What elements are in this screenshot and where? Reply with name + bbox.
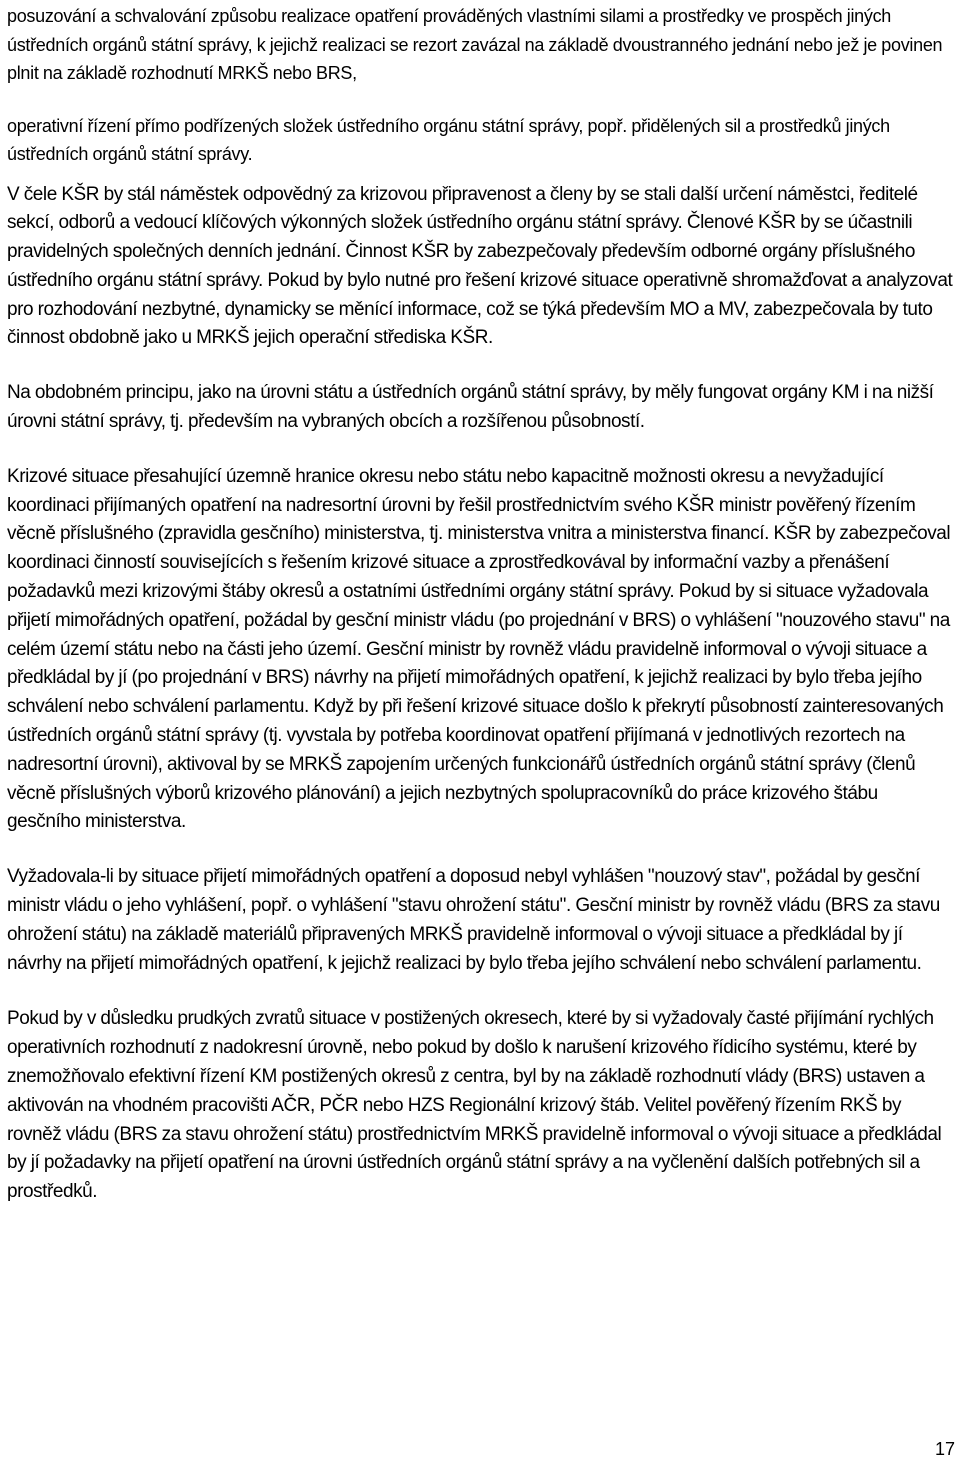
paragraph-bullet-continuation: posuzování a schvalování způsobu realizace opatření prováděných vlastními silami a prostředky ve prospěch jiných ústředních orgánů státní správy, k jejichž realizaci se rezort zavázal na základě dvoustranného jednání nebo jež je povinen plnit na základě rozhodnutí MRKŠ nebo BRS, bbox=[7, 6, 943, 83]
document-page bbox=[7, 0, 955, 1207]
paragraph-lower-level-km: Na obdobném principu, jako na úrovni státu a ústředních orgánů státní správy, by měly fungovat orgány KM i na nižší úrovni státní správy, tj. především na vybraných obcích a rozšířenou působností. bbox=[7, 382, 934, 433]
paragraph-emergency-measures: Vyžadovala-li by situace přijetí mimořádných opatření a doposud nebyl vyhlášen "nouzový stav", požádal by gesční ministr vládu o jeho vyhlášení, popř. o vyhlášení "stavu ohrožení státu". Gesční ministr by rovněž vládu (BRS za stavu ohrožení státu) na základě materiálů připravených MRKŠ pravidelně informoval o vývoji situace a předkládal by jí návrhy na přijetí mimořádných opatření, k jejichž realizaci by bylo třeba jejího schválení nebo schválení parlamentu. bbox=[7, 866, 940, 974]
paragraph-ksr-leadership: V čele KŠR by stál náměstek odpovědný za krizovou připravenost a členy by se stali další určení náměstci, ředitelé sekcí, odborů a vedoucí klíčových výkonných složek ústředního orgánu státní správy. Členové KŠR by se účastnili pravidelných společných denních jednání. Činnost KŠR by zabezpečovaly především odborné orgány příslušného ústředního orgánu státní správy. Pokud by bylo nutné pro řešení krizové situace operativně shromažďovat a analyzovat pro rozhodování nezbytné, dynamicky se měnící informace, což se týká především MO a MV, zabezpečovala by tuto činnost obdobně jako u MRKŠ jejich operační střediska KŠR. bbox=[7, 183, 953, 349]
paragraph-regional-crisis-staff: Pokud by v důsledku prudkých zvratů situace v postižených okresech, které by si vyžadovaly časté přijímání rychlých operativních rozhodnutí z nadokresní úrovně, nebo pokud by došlo k narušení krizového řídicího systému, které by znemožňovalo efektivní řízení KM postižených okresů z centra, byl by na základě rozhodnutí vlády (BRS) ustaven a aktivován na vhodném pracovišti AČR, PČR nebo HZS Regionální krizový štáb. Velitel pověřený řízením RKŠ by rovněž vládu (BRS za stavu ohrožení státu) prostřednictvím MRKŠ pravidelně informoval o vývoji situace a předkládal by jí požadavky na přijetí opatření na úrovni ústředních orgánů státní správy a na vyčlenění dalších potřebných sil a prostředků. bbox=[7, 1008, 942, 1203]
paragraph-crisis-beyond-district: Krizové situace přesahující územně hranice okresu nebo státu nebo kapacitně možnosti okresu a nevyžadující koordinaci přijímaných opatření na nadresortní úrovni by řešil prostřednictvím svého KŠR ministr pověřený řízením věcně příslušného (zpravidla gesčního) ministerstva, tj. ministerstva vnitra a ministerstva financí. KŠR by zabezpečoval koordinaci činností souvisejících s řešením krizové situace a zprostředkovával by informační vazby a přenášení požadavků mezi krizovými štáby okresů a ostatními ústředními orgány státní správy. Pokud by si situace vyžadovala přijetí mimořádných opatření, požádal by gesční ministr vládu (po projednání v BRS) o vyhlášení "nouzového stavu" na celém území státu nebo na části jeho území. Gesční ministr by rovněž vládu pravidelně informoval o vývoji situace a předkládal by jí (po projednání v BRS) návrhy na přijetí mimořádných opatření, k jejichž realizaci by bylo třeba jejího schválení nebo schválení parlamentu. Když by při řešení krizové situace došlo k překrytí působností zainteresovaných ústředních orgánů státní správy (tj. vyvstala by potřeba koordinovat opatření přijímaná v jednotlivých rezortech na nadresortní úrovni), aktivoval by se MRKŠ zapojením určených funkcionářů ústředních orgánů státní správy (členů věcně příslušných výborů krizového plánování) a jejich nezbytných spolupracovníků do práce krizového štábu gesčního ministerstva. bbox=[7, 465, 951, 833]
page-number: 17 bbox=[934, 1439, 955, 1459]
paragraph-operative-management: operativní řízení přímo podřízených složek ústředního orgánu státní správy, popř. přidělených sil a prostředků jiných ústředních orgánů státní správy. bbox=[7, 115, 890, 164]
